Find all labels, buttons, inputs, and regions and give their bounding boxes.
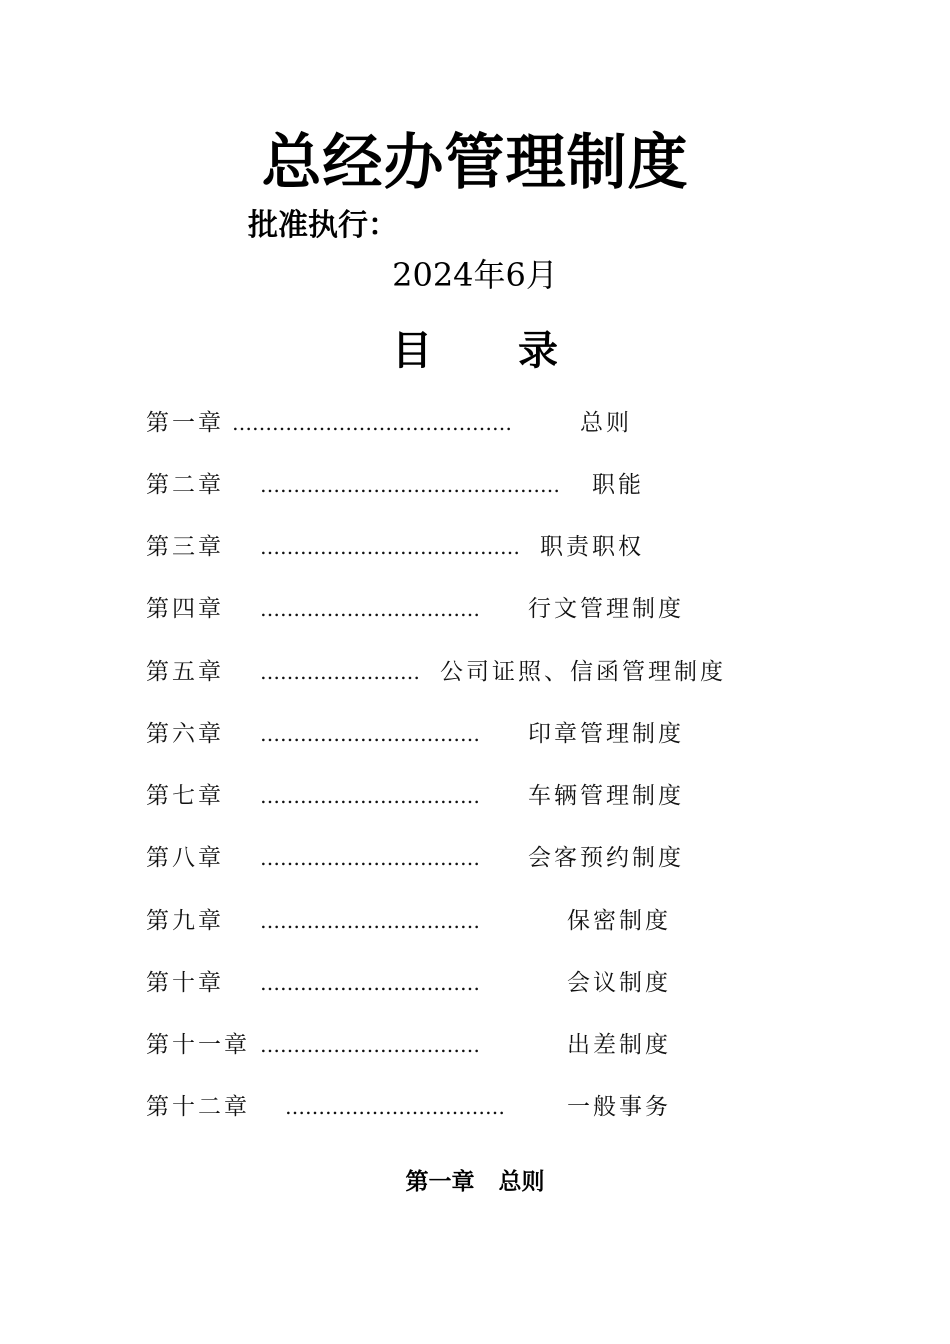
toc-dots: …………………………… bbox=[260, 971, 480, 995]
toc-entry-10 bbox=[0, 965, 950, 1001]
toc-dots: …………………………… bbox=[260, 909, 480, 933]
toc-chapter: 第一章 bbox=[146, 410, 224, 436]
toc-dots: …………………………… bbox=[260, 846, 480, 870]
toc-dots: …………………………… bbox=[260, 597, 480, 621]
toc-chapter-name: 会议制度 bbox=[567, 970, 671, 996]
toc-chapter: 第十一章 bbox=[146, 1032, 250, 1058]
toc-chapter: 第二章 bbox=[146, 472, 224, 498]
toc-entry-3 bbox=[0, 529, 950, 565]
toc-dots: …………………………… bbox=[260, 1033, 480, 1057]
toc-entry-4 bbox=[0, 591, 950, 627]
toc-entry-5 bbox=[0, 654, 950, 690]
toc-chapter-name: 出差制度 bbox=[567, 1032, 671, 1058]
toc-title: 目 录 bbox=[392, 328, 594, 374]
toc-chapter-name: 会客预约制度 bbox=[528, 845, 684, 871]
toc-chapter: 第四章 bbox=[146, 596, 224, 622]
toc-entry-1 bbox=[0, 405, 950, 441]
toc-dots: …………………………… bbox=[260, 722, 480, 746]
toc-chapter-name: 印章管理制度 bbox=[528, 721, 684, 747]
toc-entry-6 bbox=[0, 716, 950, 752]
approval-label: 批准执行： bbox=[248, 208, 398, 243]
section-heading bbox=[0, 1164, 950, 1200]
document-title: 总经办管理制度 bbox=[261, 128, 689, 198]
toc-entry-9 bbox=[0, 903, 950, 939]
toc-chapter: 第八章 bbox=[146, 845, 224, 871]
toc-chapter-name: 一般事务 bbox=[567, 1094, 671, 1120]
toc-chapter-name: 职能 bbox=[592, 472, 644, 498]
toc-chapter: 第十章 bbox=[146, 970, 224, 996]
toc-chapter: 第六章 bbox=[146, 721, 224, 747]
toc-entry-11 bbox=[0, 1027, 950, 1063]
toc-dots: ……………………………………… bbox=[260, 473, 560, 497]
toc-dots: …………………………… bbox=[260, 784, 480, 808]
toc-dots: …………………………………… bbox=[232, 411, 512, 435]
toc-chapter-name: 车辆管理制度 bbox=[528, 783, 684, 809]
document-date: 2024年6月 bbox=[392, 256, 558, 294]
toc-chapter-name: 总则 bbox=[580, 410, 632, 436]
toc-chapter-name: 职责职权 bbox=[540, 534, 644, 560]
toc-chapter-name: 行文管理制度 bbox=[528, 596, 684, 622]
toc-chapter-name: 保密制度 bbox=[567, 908, 671, 934]
toc-entry-8 bbox=[0, 840, 950, 876]
section-name: 总则 bbox=[498, 1169, 545, 1195]
toc-dots: …………………………… bbox=[285, 1095, 505, 1119]
toc-chapter: 第九章 bbox=[146, 908, 224, 934]
toc-chapter-name: 公司证照、信函管理制度 bbox=[440, 659, 726, 685]
toc-chapter: 第十二章 bbox=[146, 1094, 250, 1120]
toc-chapter: 第三章 bbox=[146, 534, 224, 560]
toc-dots: ………………………………… bbox=[260, 535, 520, 559]
toc-entry-2 bbox=[0, 467, 950, 503]
toc-chapter: 第七章 bbox=[146, 783, 224, 809]
toc-entry-12 bbox=[0, 1089, 950, 1125]
section-chapter: 第一章 bbox=[405, 1169, 475, 1195]
toc-entry-7 bbox=[0, 778, 950, 814]
toc-dots: …………………… bbox=[260, 660, 420, 684]
toc-chapter: 第五章 bbox=[146, 659, 224, 685]
